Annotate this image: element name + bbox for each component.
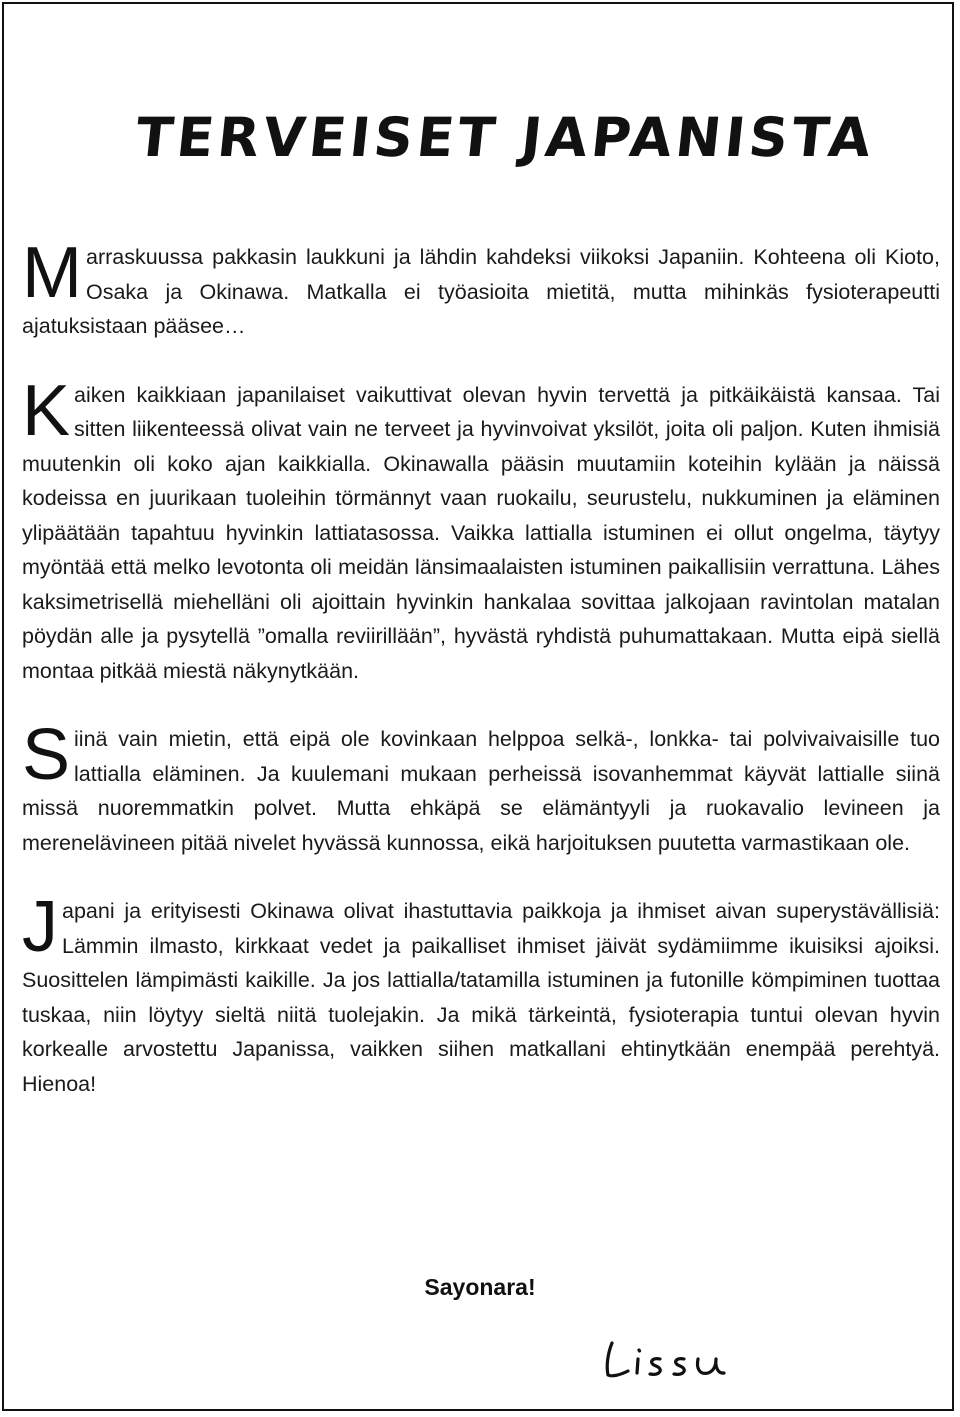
paragraph-text: iinä vain mietin, että eipä ole kovinkaan helppoa selkä-, lonkka- tai polvivaivaisille tuo lattialla eläminen. Ja kuulemani mukaan perheissä isovanhemmat käyvät lattialle siinä missä nuoremmatkin polvet. Mutta ehkäpä se elämäntyyli ja ruokavalio levineen ja merenelävineen pitää nivelet hyvässä kunnossa, eikä harjoituksen puutetta varmastikaan ole.: [22, 727, 940, 855]
paragraph-text: apani ja erityisesti Okinawa olivat ihastuttavia paikkoja ja ihmiset aivan superystävällisiä: Lämmin ilmasto, kirkkaat vedet ja paikalliset ihmiset jäivät sydämiimme ikuisiksi ajoiksi. Suosittelen lämpimästi kaikille. Ja jos lattialla/tatamilla istuminen ja futonille kömpiminen tuottaa tuskaa, niin löytyy sieltä niitä tuolejakin. Ja mikä tärkeintä, fysioterapia tuntui olevan hyvin korkealle arvostettu Japanissa, vaikken siihen matkallani ehtinytkään enempää perehtyä. Hienoa!: [22, 899, 940, 1096]
article-title: TERVEISET JAPANISTA: [132, 106, 878, 169]
paragraph-2: [22, 370, 940, 689]
paragraph-3: [22, 715, 940, 860]
drop-cap: M: [22, 233, 82, 313]
paragraph-text: aiken kaikkiaan japanilaiset vaikuttivat olevan hyvin tervettä ja pitkäikäistä kansaa. Tai sitten liikenteessä olivat vain ne terveet ja hyvinvoivat yksilöt, joita oli paljon. Kuten ihmisiä muutenkin oli koko ajan kaikkialla. Okinawalla pääsin muutamiin koteihin kylään ja näissä kodeissa en juurikaan tuoleihin törmännyt vaan ruokailu, seurustelu, nukkuminen ja eläminen ylipäätään tapahtuu hyvinkin lattiatasossa. Vaikka lattialla istuminen ei ollut ongelma, täytyy myöntää että melko levotonta oli meidän länsimaalaisten istuminen paikallisiin verrattuna. Lähes kaksimetrisellä miehelläni oli ajoittain hyvinkin hankalaa sovittaa jalkojaan ravintolan matalan pöydän alle ja pysytellä ”omalla reviirillään”, hyvästä ryhdistä puhumattakaan. Mutta eipä siellä montaa pitkää miestä näkynytkään.: [22, 382, 940, 683]
article-body: [22, 233, 940, 1101]
paragraph-4: [22, 887, 940, 1101]
paragraph-text: arraskuussa pakkasin laukkuni ja lähdin kahdeksi viikoksi Japaniin. Kohteena oli Kioto, Osaka ja Okinawa. Matkalla ei työasioita mietitä, mutta mihinkäs fysioterapeutti ajatuksistaan pääsee…: [22, 245, 940, 338]
drop-cap: S: [22, 715, 71, 795]
drop-cap: J: [22, 887, 58, 967]
signature-lissu: [598, 1335, 738, 1383]
drop-cap: K: [22, 370, 71, 451]
paragraph-1: [22, 233, 940, 344]
closing-greeting: Sayonara!: [424, 1274, 536, 1300]
